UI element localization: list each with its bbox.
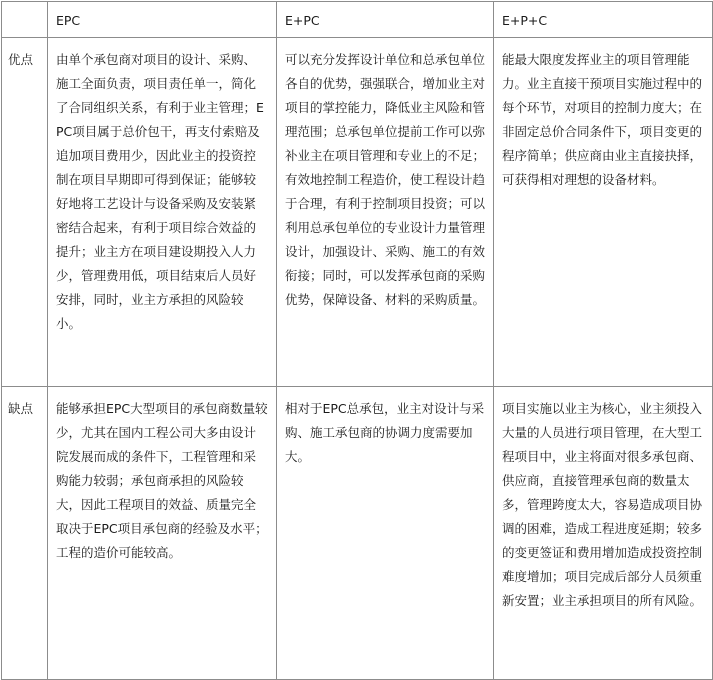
cell-advantages-e-p-c: 能最大限度发挥业主的项目管理能力。业主直接干预项目实施过程中的每个环节，对项目的控制力度大；在非固定总价合同条件下，项目变更的程序简单；供应商由业主直接抉择，可获得相对理想的设备材料。 xyxy=(494,38,713,387)
cell-advantages-epc: 由单个承包商对项目的设计、采购、施工全面负责，项目责任单一，简化了合同组织关系，有利于业主管理；EPC项目属于总价包干，再支付索赔及追加项目费用少，因此业主的投资控制在项目早期即可得到保证；能够较好地将工艺设计与设备采购及安装紧密结合起来，有利于项目综合效益的提升；业主方在项目建设期投入人力少，管理费用低，项目结束后人员好安排，同时，业主方承担的风险较小。 xyxy=(48,38,277,387)
header-corner-cell xyxy=(2,2,48,38)
header-epc: EPC xyxy=(48,2,277,38)
header-e-p-c: E+P+C xyxy=(494,2,713,38)
cell-disadvantages-e-pc: 相对于EPC总承包，业主对设计与采购、施工承包商的协调力度需要加大。 xyxy=(277,387,494,680)
cell-advantages-e-pc: 可以充分发挥设计单位和总承包单位各自的优势，强强联合，增加业主对项目的掌控能力，降低业主风险和管理范围；总承包单位提前工作可以弥补业主在项目管理和专业上的不足；有效地控制工程造价，使工程设计趋于合理，有利于控制项目投资；可以利用总承包单位的专业设计力量管理设计，加强设计、采购、施工的有效衔接；同时，可以发挥承包商的采购优势，保障设备、材料的采购质量。 xyxy=(277,38,494,387)
header-row xyxy=(2,2,713,38)
comparison-table xyxy=(1,1,713,680)
row-label-advantages: 优点 xyxy=(2,38,48,387)
header-e-pc: E+PC xyxy=(277,2,494,38)
cell-disadvantages-epc: 能够承担EPC大型项目的承包商数量较少，尤其在国内工程公司大多由设计院发展而成的条件下，工程管理和采购能力较弱；承包商承担的风险较大，因此工程项目的效益、质量完全取决于EPC项目承包商的经验及水平；工程的造价可能较高。 xyxy=(48,387,277,680)
cell-disadvantages-e-p-c: 项目实施以业主为核心，业主须投入大量的人员进行项目管理，在大型工程项目中，业主将面对很多承包商、供应商，直接管理承包商的数量太多，管理跨度太大，容易造成项目协调的困难，造成工程进度延期；较多的变更签证和费用增加造成投资控制难度增加；项目完成后部分人员须重新安置；业主承担项目的所有风险。 xyxy=(494,387,713,680)
row-advantages xyxy=(2,38,713,387)
row-disadvantages xyxy=(2,387,713,680)
row-label-disadvantages: 缺点 xyxy=(2,387,48,680)
